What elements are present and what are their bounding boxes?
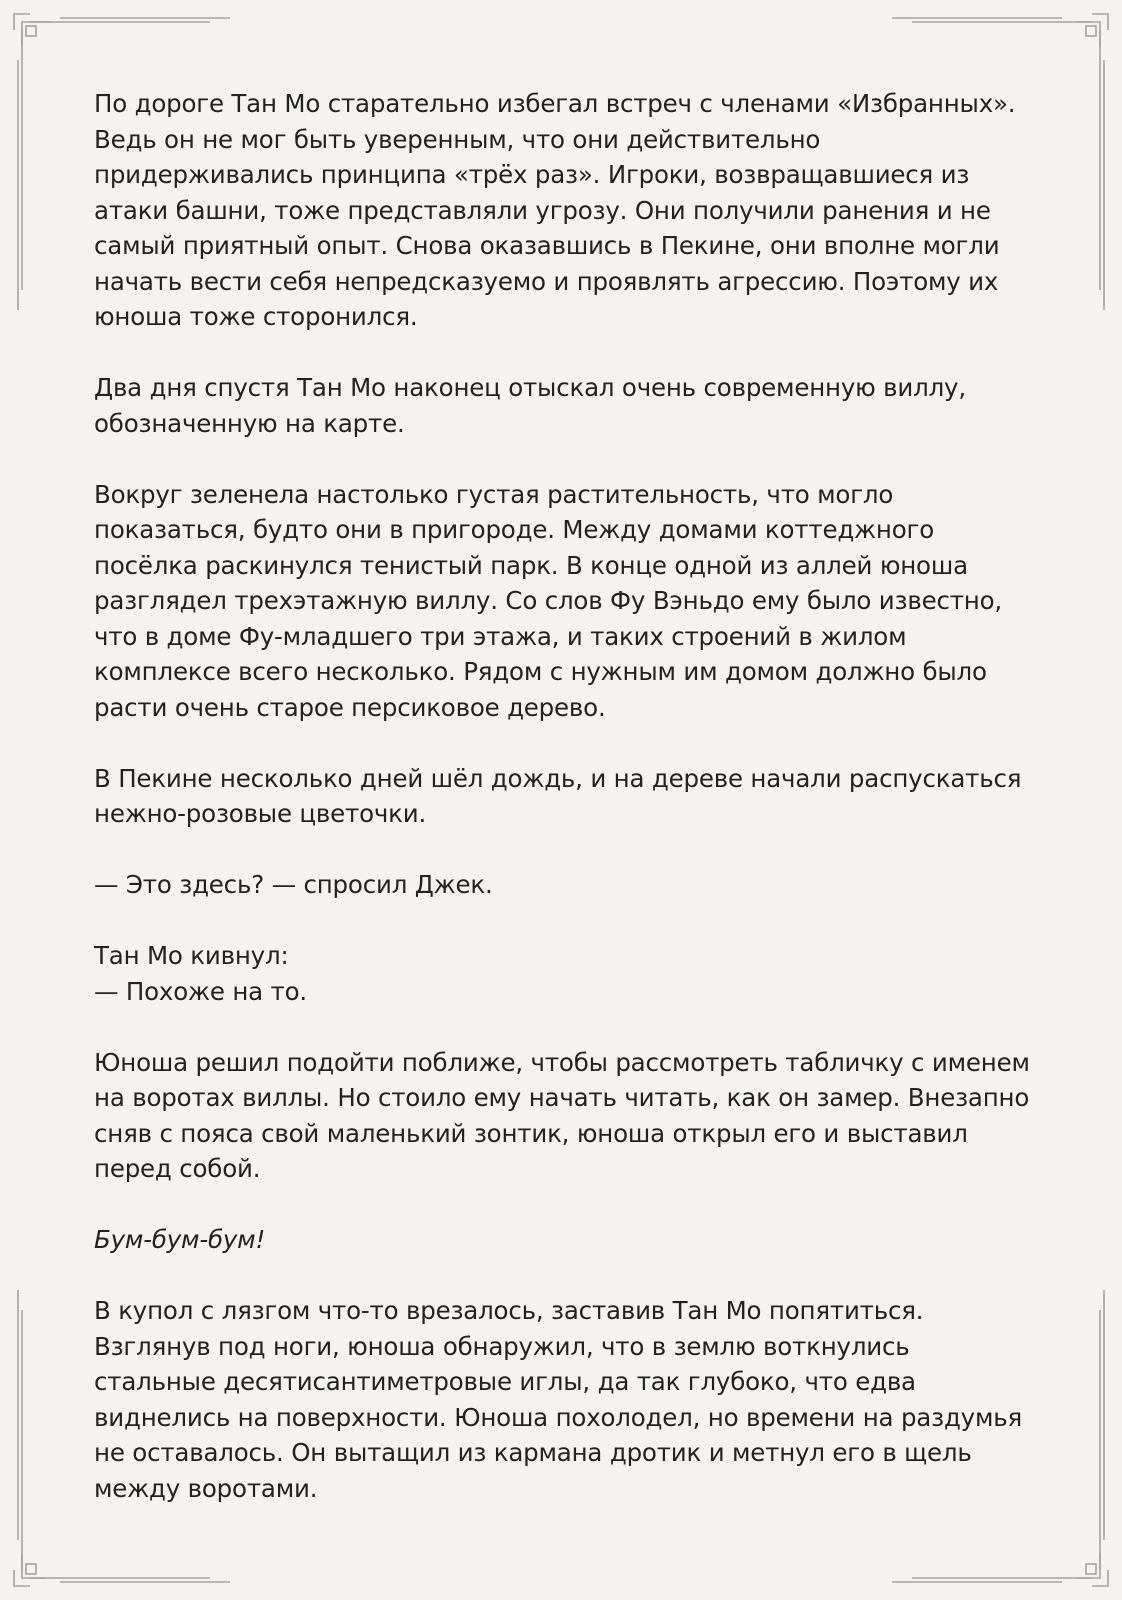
paragraph: По дороге Тан Мо старательно избегал встреч с членами «Избранных». Ведь он не мог быть уверенным, что они действительно придерживались принципа «трёх раз». Игроки, возвращавшиеся из атаки башни, тоже представляли угрозу. Они получили ранения и не самый приятный опыт. Снова оказавшись в Пекине, они вполне могли начать вести себя непредсказуемо и проявлять агрессию. Поэтому их юноша тоже сторонился. bbox=[94, 89, 1016, 331]
dialogue-line: — Похоже на то. bbox=[94, 976, 307, 1006]
paragraph: В купол с лязгом что-то врезалось, заставив Тан Мо попятиться. Взглянув под ноги, юноша обнаружил, что в землю воткнулись стальные десятисантиметровые иглы, да так глубоко, что едва виднелись на поверхности. Юноша похолодел, но времени на раздумья не оставалось. Он вытащил из кармана дротик и метнул его в щель между воротами. bbox=[94, 1296, 1023, 1503]
sound-effect: Бум-бум-бум! bbox=[94, 1225, 266, 1254]
chapter-text bbox=[94, 86, 1034, 1542]
paragraph: В Пекине несколько дней шёл дождь, и на дереве начали распускаться нежно-розовые цветочки. bbox=[94, 763, 1022, 828]
dialogue-line: — Это здесь? — спросил Джек. bbox=[94, 870, 493, 899]
paragraph: Юноша решил подойти поближе, чтобы рассмотреть табличку с именем на воротах виллы. Но стоило ему начать читать, как он замер. Внезапно сняв с пояса свой маленький зонтик, юноша открыл его и выставил перед собой. bbox=[94, 1047, 1030, 1183]
paragraph: Два дня спустя Тан Мо наконец отыскал очень современную виллу, обозначенную на карте. bbox=[94, 373, 966, 438]
paragraph: Вокруг зеленела настолько густая растительность, что могло показаться, будто они в пригороде. Между домами коттеджного посёлка раскинулся тенистый парк. В конце одной из аллей юноша разглядел трехэтажную виллу. Со слов Фу Вэньдо ему было известно, что в доме Фу-младшего три этажа, и таких строений в жилом комплексе всего несколько. Рядом с нужным им домом должно было расти очень старое персиковое дерево. bbox=[94, 479, 1002, 722]
paragraph: Тан Мо кивнул: bbox=[94, 941, 289, 970]
